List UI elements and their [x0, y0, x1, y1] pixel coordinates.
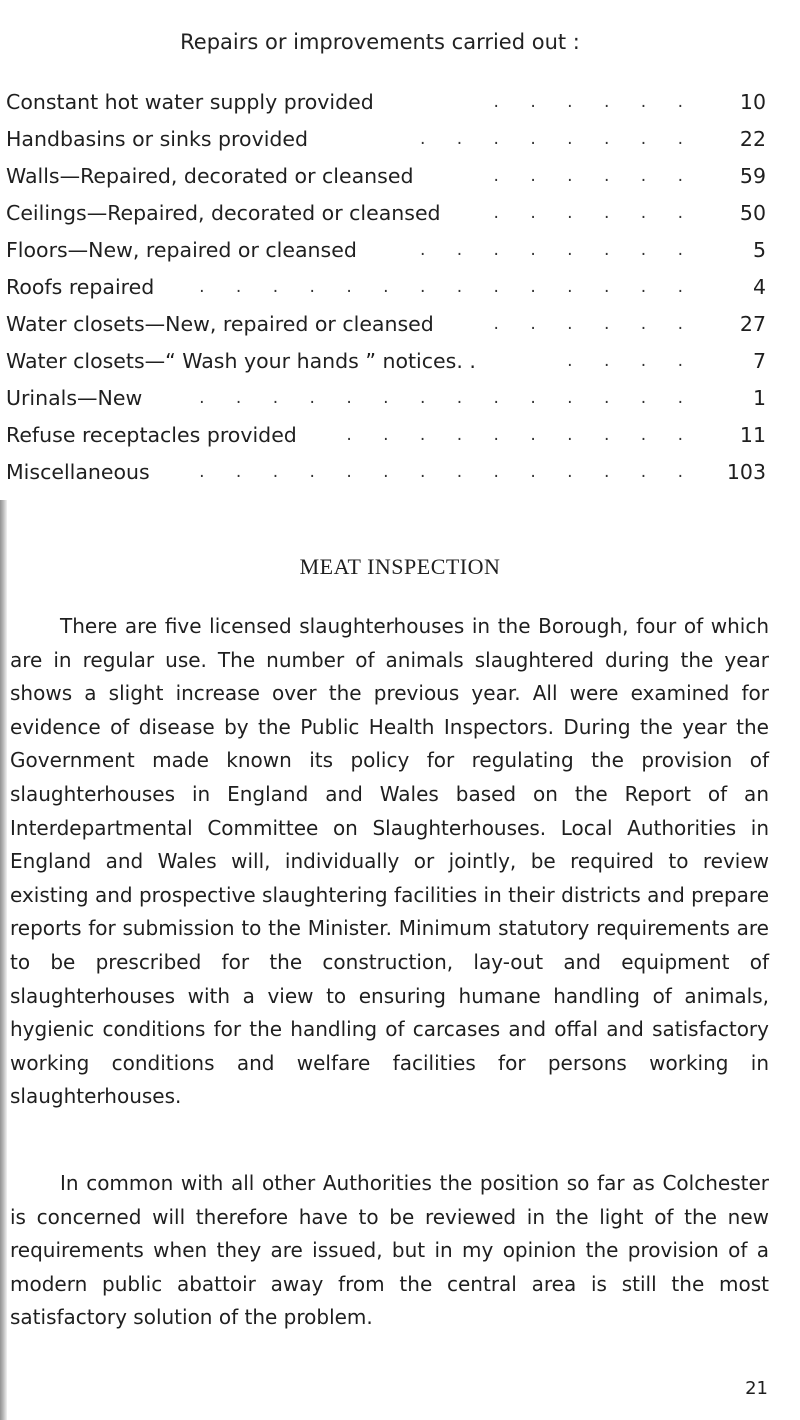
table-row [6, 306, 766, 343]
row-value: 27 [739, 312, 766, 336]
leader-dots: . . . . . . . . [419, 240, 696, 260]
table-row [6, 232, 766, 269]
row-value: 4 [752, 275, 766, 299]
table-row [6, 195, 766, 232]
meat-inspection-title: MEAT INSPECTION [299, 554, 501, 579]
row-label: Walls—Repaired, decorated or cleansed [6, 164, 414, 188]
leader-dots: . . . . . . [493, 166, 696, 186]
table-row [6, 269, 766, 306]
meat-inspection-paragraph-2 [10, 1167, 769, 1335]
row-label: Handbasins or sinks provided [6, 127, 309, 151]
table-row [6, 380, 766, 417]
row-label: Constant hot water supply provided [6, 90, 374, 114]
row-value: 5 [752, 238, 766, 262]
row-value: 1 [752, 386, 766, 410]
repairs-heading: Repairs or improvements carried out : [180, 30, 580, 54]
page-number: 21 [745, 1378, 768, 1399]
row-label: Floors—New, repaired or cleansed [6, 238, 357, 262]
leader-dots: . . . . . . . . . . . . . . [199, 388, 696, 408]
leader-dots: . . . . . . . . . . [346, 425, 696, 445]
row-value: 22 [739, 127, 766, 151]
leader-dots: . . . . . . [493, 314, 696, 334]
table-row [6, 121, 766, 158]
leader-dots: . . . . . . [493, 203, 696, 223]
meat-inspection-paragraph-1 [10, 610, 769, 1114]
leader-dots: . . . . . . . . [419, 129, 696, 149]
leader-dots: . . . . . . . . . . . . . . [199, 277, 696, 297]
scan-binding-edge [0, 500, 7, 1420]
paragraph-text: In common with all other Authorities the position so far as Colchester is concerned will therefore have to be reviewed in the light of the new requirements when they are issued, but in my opinion the provision of a modern public abattoir away from the central area is still the most satisfactory solution of the problem. [10, 1171, 769, 1330]
table-row [6, 84, 766, 121]
row-label: Water closets—New, repaired or cleansed [6, 312, 434, 336]
row-label: Refuse receptacles provided [6, 423, 297, 447]
leader-dots: . . . . . . . . . . . . . . [199, 462, 696, 482]
leader-dots: . . . . [567, 351, 696, 371]
row-label: Urinals—New [6, 386, 143, 410]
repairs-table [6, 84, 766, 491]
row-label: Ceilings—Repaired, decorated or cleansed [6, 201, 441, 225]
table-row [6, 417, 766, 454]
row-label: Miscellaneous [6, 460, 150, 484]
table-row [6, 158, 766, 195]
row-value: 10 [739, 90, 766, 114]
leader-dots: . . . . . . [493, 92, 696, 112]
row-value: 59 [739, 164, 766, 188]
table-row [6, 454, 766, 491]
row-label: Roofs repaired [6, 275, 155, 299]
row-value: 11 [739, 423, 766, 447]
row-value: 103 [726, 460, 766, 484]
paragraph-text: There are five licensed slaughterhouses in the Borough, four of which are in regular use. The number of animals slaughtered during the year shows a slight increase over the previous year. All were examined for evidence of disease by the Public Health Inspectors. During the year the Government made known its policy for regulating the provision of slaughterhouses in England and Wales based on the Report of an Interdepartmental Committee on Slaughterhouses. Local Authorities in England and Wales will, individually or jointly, be required to review existing and prospective slaughtering facilities in their districts and prepare reports for submission to the Minister. Minimum statutory requirements are to be prescribed for the construction, lay-out and equipment of slaughterhouses with a view to ensuring humane handling of animals, hygienic conditions for the handling of carcases and offal and satisfactory working conditions and welfare facilities for persons working in slaughterhouses. [10, 614, 769, 1109]
table-row [6, 343, 766, 380]
row-label: Water closets—“ Wash your hands ” notices. . [6, 349, 476, 373]
row-value: 7 [752, 349, 766, 373]
row-value: 50 [739, 201, 766, 225]
